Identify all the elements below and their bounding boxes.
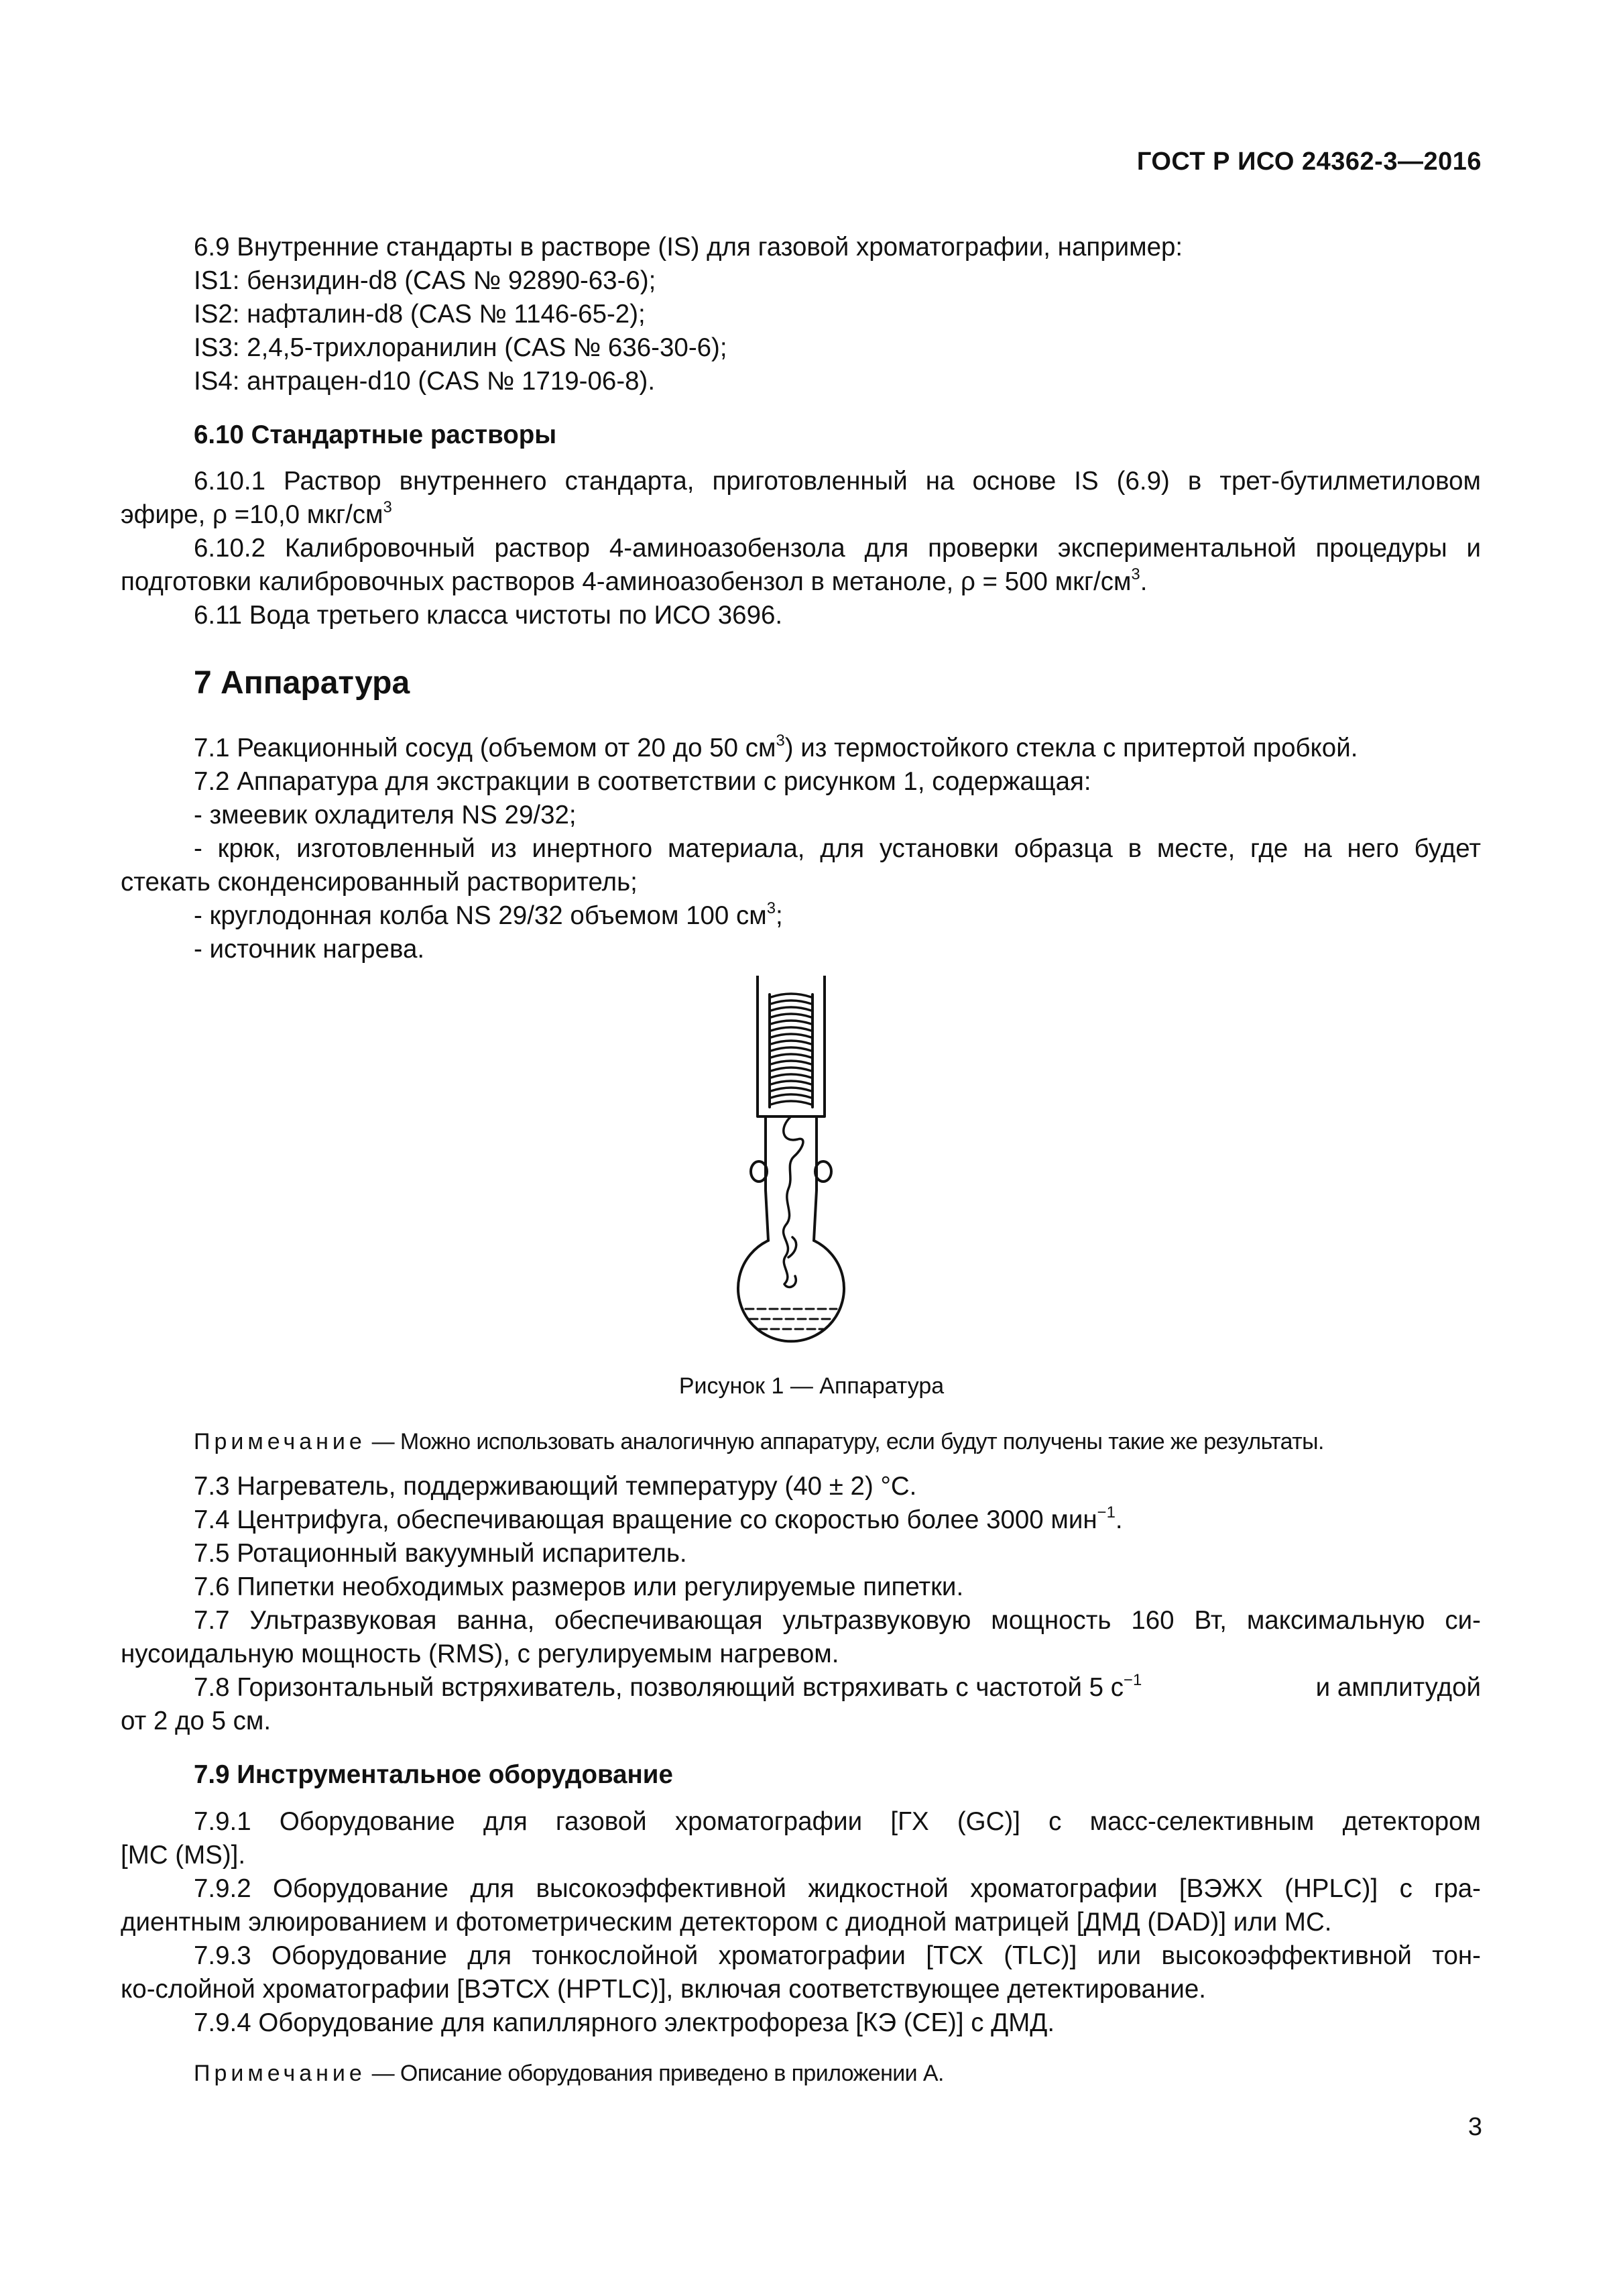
s7-6: 7.6 Пипетки необходимых размеров или регулируемые пипетки. — [194, 1572, 964, 1601]
s7-1: 7.1 Реакционный сосуд (объемом от 20 до 50 $см^3$) из термостойкого стекла с притертой пробкой. — [194, 731, 1358, 762]
s7-7-line-2: нусоидальную мощность (RMS), с регулируемым нагревом. — [121, 1640, 839, 1668]
s7-2-item-3: - круглодонная колба NS 29/32 объемом 100 $см^3$; — [194, 899, 783, 930]
s7-5: 7.5 Ротационный вакуумный испаритель. — [194, 1539, 687, 1568]
s6-9-item-3: IS3: 2,4,5-трихлоранилин (CAS № 636-30-6); — [194, 333, 727, 362]
s7-8-line-2: от 2 до 5 см. — [121, 1707, 272, 1735]
note-1: Примечание — Можно использовать аналогичную аппаратуру, если будут получены такие же результаты. — [194, 1429, 1324, 1454]
s6-10-heading: 6.10 Стандартные растворы — [194, 420, 557, 449]
s7-2-item-4: - источник нагрева. — [194, 935, 425, 964]
s6-10-2-line-1: 6.10.2 Калибровочный раствор 4-аминоазобензола для проверки экспериментальной процедуры и — [194, 534, 1481, 563]
s6-9-item-1: IS1: бензидин-d8 (CAS № 92890-63-6); — [194, 266, 656, 295]
s7-4: 7.4 Центрифуга, обеспечивающая вращение со скоростью более 3000 мин$^{-1}$. — [194, 1503, 1123, 1534]
figure-caption: Рисунок 1 — Аппаратура — [678, 1373, 945, 1399]
s7-7-line-1: 7.7 Ультразвуковая ванна, обеспечивающая ультразвуковую мощность 160 Вт, максимальную си- — [194, 1606, 1481, 1635]
note-2: Примечание — Описание оборудования приведено в приложении А. — [194, 2061, 944, 2086]
s7-9-3-line-2: ко-слойной хроматографии [ВЭТСХ (HPTLC)], включая соответствующее детектирование. — [121, 1975, 1206, 2004]
s7-9-2-line-1: 7.9.2 Оборудование для высокоэффективной жидкостной хроматографии [ВЭЖХ (HPLC)] с гра- — [194, 1874, 1481, 1903]
s6-10-1-line-1: 6.10.1 Раствор внутреннего стандарта, приготовленный на основе IS (6.9) в трет-бутилметиловом — [194, 467, 1481, 496]
s7-2: 7.2 Аппаратура для экстракции в соответствии с рисунком 1, содержащая: — [194, 767, 1091, 796]
solvent-level — [745, 1309, 837, 1329]
s6-9-item-2: IS2: нафталин-d8 (CAS № 1146-65-2); — [194, 300, 646, 329]
s7-9-4: 7.9.4 Оборудование для капиллярного электрофореза [КЭ (СЕ)] с ДМД. — [194, 2008, 1055, 2037]
sample-hook — [784, 1116, 803, 1287]
s7-8-line-1: 7.8 Горизонтальный встряхиватель, позволяющий встряхивать с частотой 5 $с^{-1}$ и амплитудой — [194, 1670, 1481, 1702]
s7-9-1-line-2: [МС (MS)]. — [121, 1841, 246, 1870]
apparatus-figure — [724, 976, 858, 1365]
s7-9-1-line-1: 7.9.1 Оборудование для газовой хроматографии [ГХ (GC)] с масс-селективным детектором — [194, 1807, 1481, 1836]
condenser-coil — [771, 994, 811, 1104]
s7-2-item-2-line-1: - крюк, изготовленный из инертного материала, для установки образца в месте, где на него будет — [194, 834, 1481, 863]
page-number: 3 — [1467, 2113, 1482, 2141]
s7-9-heading: 7.9 Инструментальное оборудование — [194, 1760, 673, 1789]
s7-9-2-line-2: диентным элюированием и фотометрическим детектором с диодной матрицей [ДМД (DAD)] или МС. — [121, 1908, 1332, 1937]
s6-11: 6.11 Вода третьего класса чистоты по ИСО 3696. — [194, 601, 783, 630]
s7-2-item-1: - змеевик охладителя NS 29/32; — [194, 801, 577, 829]
s7-heading: 7 Аппаратура — [194, 665, 410, 701]
s7-2-item-2-line-2: стекать сконденсированный растворитель; — [121, 868, 638, 897]
document-header: ГОСТ Р ИСО 24362-3—2016 — [1136, 148, 1482, 176]
s7-3: 7.3 Нагреватель, поддерживающий температуру (40 ± 2) °С. — [194, 1472, 917, 1501]
s6-10-1-line-2: эфире, ρ =10,0 мкг/$см^3$ — [121, 498, 392, 529]
s6-9-intro: 6.9 Внутренние стандарты в растворе (IS) для газовой хроматографии, например: — [194, 233, 1183, 262]
s6-10-2-line-2: подготовки калибровочных растворов 4-аминоазобензол в метаноле, ρ = 500 мкг/$см^3$. — [121, 565, 1148, 596]
s6-9-item-4: IS4: антрацен-d10 (CAS № 1719-06-8). — [194, 367, 656, 396]
s7-9-3-line-1: 7.9.3 Оборудование для тонкослойной хроматографии [ТСХ (TLC)] или высокоэффективной тон- — [194, 1941, 1481, 1970]
